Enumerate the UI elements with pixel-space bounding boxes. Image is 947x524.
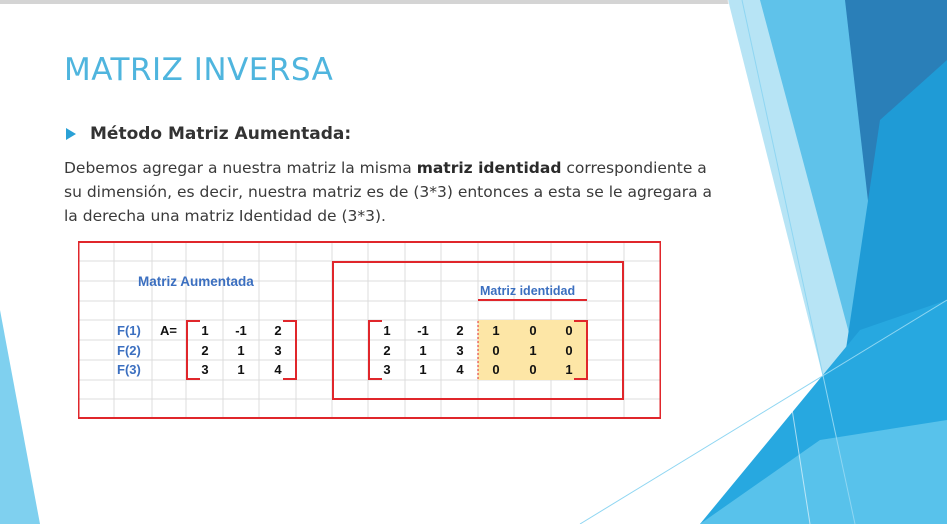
paragraph-part-2: correspondiente a su dimensión, es decir, nuestra matriz es de (3*3) entonces a esta se le agregara a la derecha una matriz Identidad de (3*3).	[64, 159, 713, 225]
paragraph-bold: matriz identidad	[416, 159, 562, 177]
augmented-cell: -1	[417, 323, 429, 338]
augmented-cell: 0	[565, 323, 573, 338]
matrix-a-cell: 2	[274, 323, 282, 338]
row-label-1: F(1)	[117, 323, 141, 338]
left-shape	[0, 310, 40, 524]
augmented-cell: 0	[529, 362, 537, 377]
bullet-text: Método Matriz Aumentada:	[90, 124, 352, 144]
augmented-cell: 2	[383, 343, 391, 358]
augmented-cell: 1	[529, 343, 537, 358]
identity-matrix-label: Matriz identidad	[480, 284, 576, 298]
matrix-a-cell: 3	[274, 343, 282, 358]
body-paragraph	[64, 156, 714, 228]
augmented-matrix-label: Matriz Aumentada	[138, 274, 254, 289]
row-label-2: F(2)	[117, 343, 141, 358]
augmented-cell: 0	[492, 362, 500, 377]
paragraph-part-1: Debemos agregar a nuestra matriz la misma	[64, 159, 417, 177]
matrix-a-cell: 1	[237, 343, 245, 358]
augmented-cell: 1	[492, 323, 500, 338]
augmented-cell: 1	[419, 343, 427, 358]
augmented-cell: 3	[383, 362, 391, 377]
matrix-a-cell: -1	[235, 323, 247, 338]
augmented-cell: 1	[565, 362, 573, 377]
slide-title: MATRIZ INVERSA	[64, 52, 334, 88]
augmented-cell: 4	[456, 362, 464, 377]
augmented-cell: 2	[456, 323, 464, 338]
matrix-a-label: A=	[160, 323, 177, 338]
matrix-a-cell: 1	[237, 362, 245, 377]
bullet-arrow-icon	[66, 128, 76, 140]
augmented-cell: 0	[492, 343, 500, 358]
matrix-a-cell: 1	[201, 323, 209, 338]
augmented-cell: 0	[529, 323, 537, 338]
augmented-cell: 1	[419, 362, 427, 377]
augmented-cell: 3	[456, 343, 464, 358]
matrix-a-cell: 2	[201, 343, 209, 358]
augmented-cell: 0	[565, 343, 573, 358]
matrix-a-cell: 4	[274, 362, 282, 377]
augmented-cell: 1	[383, 323, 391, 338]
matrix-a-cell: 3	[201, 362, 209, 377]
bullet-item	[66, 124, 351, 144]
row-label-3: F(3)	[117, 362, 141, 377]
spreadsheet-image	[78, 241, 661, 419]
